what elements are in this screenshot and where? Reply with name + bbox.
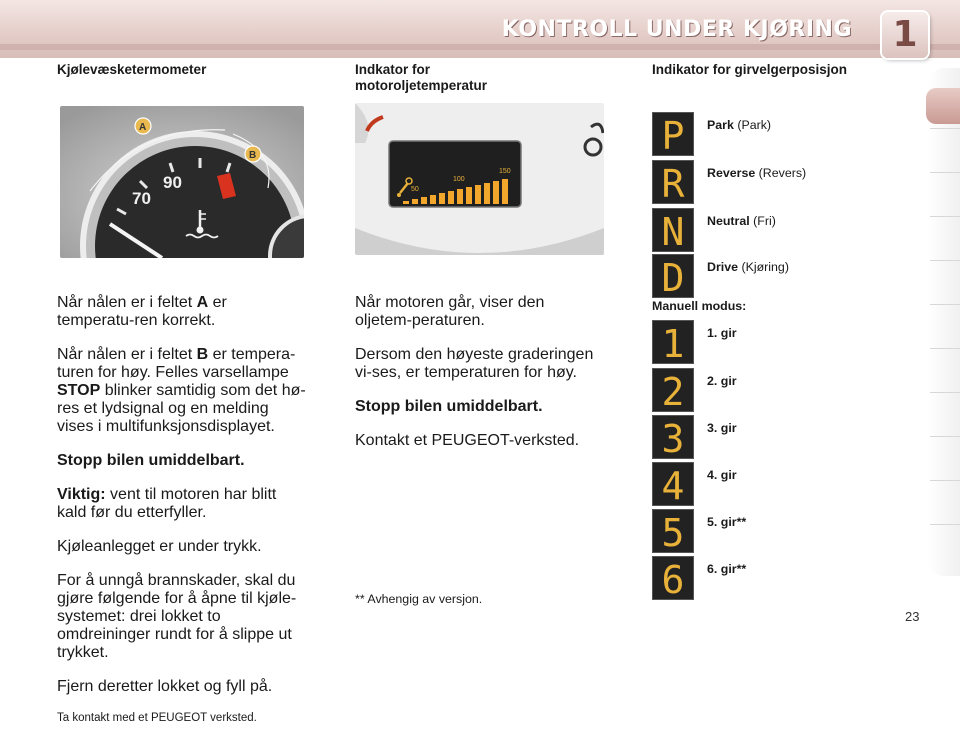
coolant-paragraph: Kjøleanlegget er under trykk. (57, 538, 262, 555)
coolant-heading: Kjølevæsketermometer (57, 62, 207, 77)
zone-a-label: A (139, 122, 147, 133)
text-span: Når nålen er i feltet (57, 294, 197, 311)
coolant-paragraph (57, 294, 308, 330)
gauge-label-70: 70 (132, 189, 151, 208)
oil-paragraph: Når motoren går, viser den oljetem-peraturen. (355, 294, 545, 329)
gear-label (707, 515, 746, 529)
page-header (0, 0, 960, 58)
text-span: (Kjøring) (738, 260, 789, 274)
tab-divider (930, 348, 960, 349)
text-bold: Stopp bilen umiddelbart. (355, 398, 543, 415)
chapter-tab-rail[interactable] (928, 68, 960, 576)
gear-p-icon (652, 112, 694, 156)
gear-label (707, 326, 737, 340)
gear-glyph: 4 (661, 464, 685, 506)
gear-label (707, 166, 806, 180)
heading-line: motoroljetemperatur (355, 78, 488, 93)
gauge-label-90: 90 (163, 173, 182, 192)
gear-d-icon (652, 254, 694, 298)
coolant-stop-warning (57, 452, 308, 470)
oil-heading (355, 62, 604, 94)
gear-label (707, 118, 771, 132)
tab-divider (930, 304, 960, 305)
gear-2-icon (652, 368, 694, 412)
coolant-paragraph: Ta kontakt med et PEUGEOT verksted. (57, 712, 257, 724)
text-bold: Stopp bilen umiddelbart. (57, 452, 245, 469)
tab-divider (930, 524, 960, 525)
text-bold: STOP (57, 382, 101, 399)
footnote: ** Avhengig av versjon. (355, 592, 483, 606)
gear-4-icon (652, 462, 694, 506)
oil-paragraph: Kontakt et PEUGEOT-verksted. (355, 432, 580, 449)
tab-divider (930, 436, 960, 437)
text-bold: 6. gir** (707, 562, 747, 576)
text-span: er temperatu-ren korrekt. (57, 294, 227, 329)
gear-r-icon (652, 160, 694, 204)
gear-glyph: P (661, 114, 685, 156)
gear-5-icon (652, 509, 694, 553)
manual-mode-heading: Manuell modus: (652, 299, 747, 313)
gear-glyph: 3 (661, 417, 685, 459)
coolant-gauge-image (60, 106, 304, 258)
text-span: (Revers) (755, 166, 807, 180)
coolant-paragraph: Fjern deretter lokket og fyll på. (57, 678, 273, 695)
oil-scale-100: 100 (453, 176, 465, 183)
gear-label (707, 562, 746, 576)
text-span: (Park) (733, 118, 772, 132)
coolant-paragraph (57, 486, 308, 522)
text-bold: 1. gir (707, 326, 737, 340)
text-bold: 5. gir** (707, 515, 747, 529)
text-bold: A (196, 294, 209, 311)
gear-label (707, 374, 737, 388)
gear-label (707, 421, 737, 435)
header-strip (0, 44, 960, 50)
oil-section (355, 62, 604, 94)
text-span: Når nålen er i feltet (57, 346, 197, 363)
gear-glyph: 5 (661, 511, 685, 553)
tab-divider (930, 128, 960, 129)
coolant-gauge-illustration (60, 106, 304, 258)
tab-divider (930, 480, 960, 481)
tab-divider (930, 260, 960, 261)
oil-text (355, 278, 604, 466)
chapter-number-badge: 1 (882, 12, 928, 58)
text-bold: 2. gir (707, 374, 737, 388)
gear-label (707, 260, 789, 274)
text-bold: 4. gir (707, 468, 737, 482)
oil-scale-150: 150 (499, 168, 511, 175)
gear-section (652, 62, 912, 622)
gear-glyph: D (661, 256, 685, 298)
page-number: 23 (905, 609, 920, 624)
gear-heading: Indikator for girvelgerposisjon (652, 62, 848, 77)
gear-label (707, 214, 776, 228)
coolant-paragraph: For å unngå brannskader, skal du gjøre følgende for å åpne til kjøle-systemet: drei lokket to omdreininger rundt for å slippe ut trykket. (57, 572, 297, 661)
gear-3-icon (652, 415, 694, 459)
oil-paragraph: Dersom den høyeste graderingen vi-ses, er temperaturen for høy. (355, 346, 594, 381)
text-span: blinker samtidig som det hø-res et lydsignal og en melding vises i multifunksjonsdisplayet. (57, 382, 306, 435)
text-span: er tempera-turen for høy. Felles varsellampe (57, 346, 296, 381)
text-bold: 3. gir (707, 421, 737, 435)
chapter-tab-active[interactable] (926, 88, 960, 124)
coolant-text (57, 278, 308, 736)
text-bold: Park (707, 118, 734, 132)
text-span: vent til motoren har blitt kald før du etterfyller. (57, 486, 277, 521)
text-bold: Viktig: (57, 486, 106, 503)
text-bold: Drive (707, 260, 738, 274)
gear-glyph: 1 (661, 322, 685, 364)
oil-scale-50: 50 (411, 186, 419, 193)
tab-divider (930, 216, 960, 217)
gear-glyph: 2 (661, 370, 685, 412)
zone-b-label: B (249, 150, 257, 161)
text-bold: B (196, 346, 209, 363)
gear-1-icon (652, 320, 694, 364)
coolant-section (57, 62, 308, 78)
oil-stop-warning (355, 398, 604, 416)
gear-n-icon (652, 208, 694, 252)
text-bold: Reverse (707, 166, 756, 180)
gear-6-icon (652, 556, 694, 600)
chapter-title: KONTROLL UNDER KJØRING (501, 17, 852, 42)
text-bold: Neutral (707, 214, 750, 228)
gear-glyph: N (661, 210, 685, 252)
coolant-paragraph (57, 346, 308, 436)
gear-label (707, 468, 737, 482)
tab-divider (930, 392, 960, 393)
gear-glyph: 6 (661, 558, 685, 600)
tab-divider (930, 172, 960, 173)
oil-indicator-illustration (355, 103, 604, 255)
heading-line: Indkator for (355, 62, 431, 77)
text-span: (Fri) (749, 214, 776, 228)
gear-glyph: R (661, 162, 685, 204)
oil-indicator-image (355, 103, 604, 255)
